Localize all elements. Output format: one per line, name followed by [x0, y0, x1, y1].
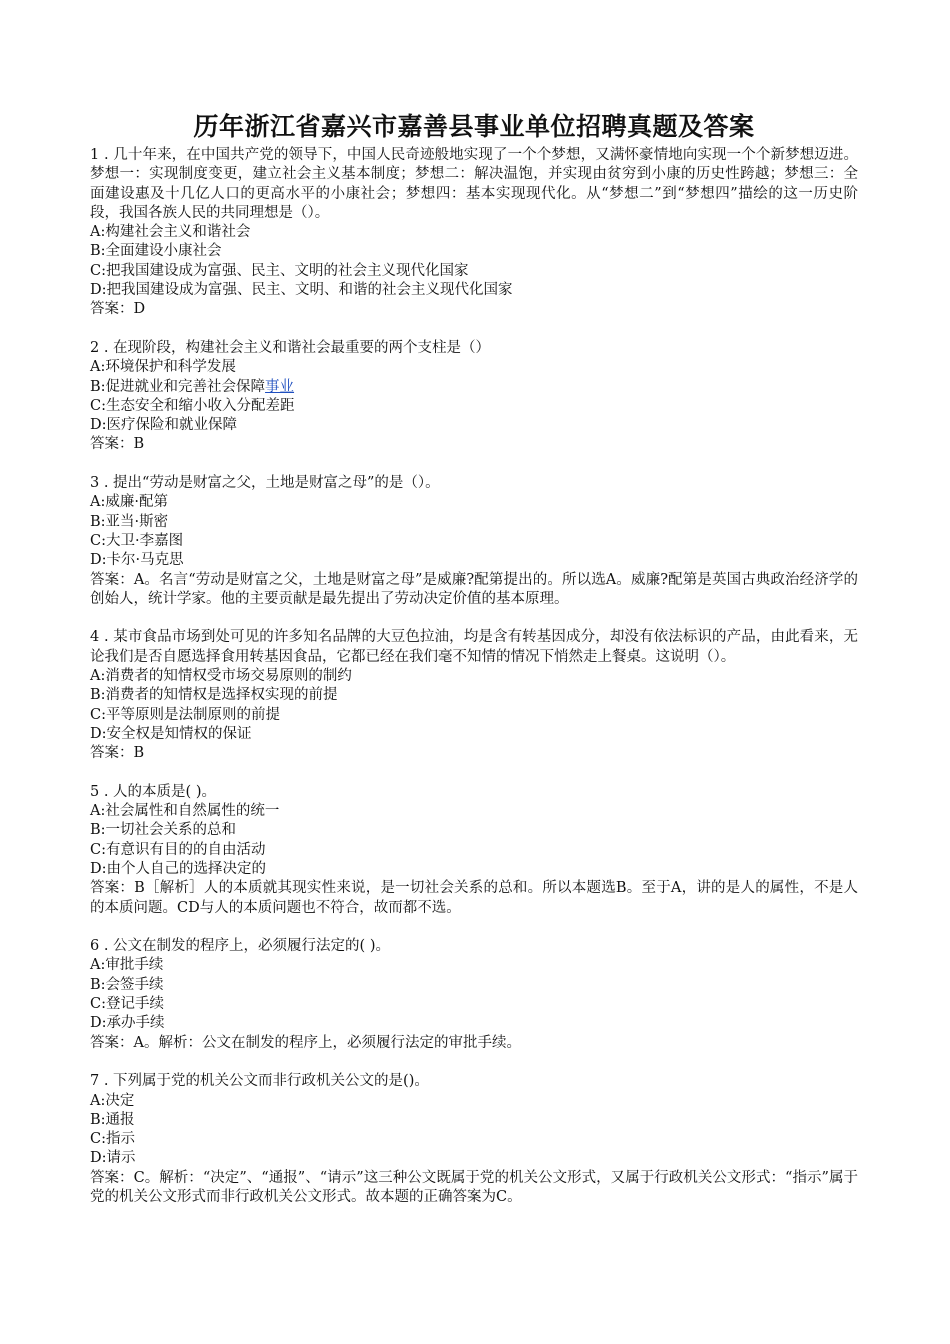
answer-text: 答案：D: [90, 301, 146, 318]
question-stem: 4 . 某市食品市场到处可见的许多知名品牌的大豆色拉油，均是含有转基因成分，却没有依法标识的产品，由此看来，无论我们是否自愿选择食用转基因食品，它都已经在我们毫不知情的情况下悄然走上餐桌。这说明（）。: [90, 629, 858, 665]
answer-text: 答案：A。解析：公文在制发的程序上，必须履行法定的审批手续。: [90, 1034, 521, 1051]
document-title: 历年浙江省嘉兴市嘉善县事业单位招聘真题及答案: [193, 112, 755, 141]
option-c: C:平等原则是法制原则的前提: [90, 706, 280, 723]
option-b: B:消费者的知情权是选择权实现的前提: [90, 687, 338, 704]
option-b: [90, 378, 858, 397]
option-d: D:安全权是知情权的保证: [90, 725, 252, 742]
option-c: C:指示: [90, 1131, 135, 1148]
option-a: A:决定: [90, 1092, 135, 1109]
option-b-link[interactable]: 事业: [265, 378, 295, 395]
option-a: A:审批手续: [90, 957, 164, 974]
question-stem: 7 . 下列属于党的机关公文而非行政机关公文的是()。: [90, 1073, 429, 1090]
question-stem: 5 . 人的本质是( )。: [90, 783, 216, 800]
option-c: C:有意识有目的的自由活动: [90, 841, 266, 858]
option-b: B:全面建设小康社会: [90, 243, 222, 260]
answer-text: 答案：C。解析：“决定”、“通报”、“请示”这三种公文既属于党的机关公文形式，又属于行政机关公文形式：“指示”属于党的机关公文形式而非行政机关公文形式。故本题的正确答案为C。: [90, 1169, 858, 1206]
question-4: [90, 628, 858, 763]
option-d: D:医疗保险和就业保障: [90, 417, 238, 434]
option-b: B:会签手续: [90, 976, 164, 993]
option-c: C:登记手续: [90, 996, 164, 1013]
question-stem: 1 . 几十年来，在中国共产党的领导下，中国人民奇迹般地实现了一个个梦想，又满怀豪情地向实现一个个新梦想迈进。梦想一：实现制度变更，建立社会主义基本制度；梦想二：解决温饱，并实现由贫穷到小康的历史性跨越；梦想三：全面建设惠及十几亿人口的更高水平的小康社会；梦想四：基本实现现代化。从“梦想二”到“梦想四”描绘的这一历史阶段，我国各族人民的共同理想是（）。: [90, 147, 858, 221]
option-a: A:社会属性和自然属性的统一: [90, 803, 280, 820]
question-7: [90, 1072, 858, 1207]
option-d: D:承办手续: [90, 1015, 165, 1032]
question-3: [90, 474, 858, 609]
question-1: [90, 146, 858, 320]
answer-text: 答案：B: [90, 436, 145, 453]
option-d: D:卡尔·马克思: [90, 552, 184, 569]
answer-text: 答案：B［解析］人的本质就其现实性来说，是一切社会关系的总和。所以本题选B。至于A，讲的是人的属性，不是人的本质问题。CD与人的本质问题也不符合，故而都不选。: [90, 880, 858, 916]
option-c: C:大卫·李嘉图: [90, 532, 184, 549]
option-c: C:生态安全和缩小收入分配差距: [90, 397, 295, 414]
question-stem: 3 . 提出“劳动是财富之父，土地是财富之母”的是（）。: [90, 475, 440, 492]
option-c: C:把我国建设成为富强、民主、文明的社会主义现代化国家: [90, 262, 469, 279]
question-list: [90, 146, 858, 1207]
option-d: D:把我国建设成为富强、民主、文明、和谐的社会主义现代化国家: [90, 282, 513, 299]
option-a: A:消费者的知情权受市场交易原则的制约: [90, 668, 352, 685]
option-b: B:通报: [90, 1111, 135, 1128]
option-b-text: B:促进就业和完善社会保障: [90, 378, 266, 395]
option-a: A:构建社会主义和谐社会: [90, 224, 251, 241]
answer-text: 答案：A。名言“劳动是财富之父，土地是财富之母”是威廉?配第提出的。所以选A。威廉?配第是英国古典政治经济学的创始人，统计学家。他的主要贡献是最先提出了劳动决定价值的基本原理。: [90, 571, 858, 607]
option-d: D:由个人自己的选择决定的: [90, 860, 267, 877]
answer-text: 答案：B: [90, 745, 145, 762]
option-d: D:请示: [90, 1150, 136, 1167]
question-stem: 6 . 公文在制发的程序上，必须履行法定的( )。: [90, 938, 390, 955]
option-a: A:环境保护和科学发展: [90, 359, 236, 376]
option-b: B:亚当·斯密: [90, 513, 169, 530]
option-b: B:一切社会关系的总和: [90, 822, 237, 839]
option-a: A:威廉·配第: [90, 494, 168, 511]
question-2: [90, 339, 858, 455]
question-6: [90, 937, 858, 1053]
question-5: [90, 783, 858, 918]
question-stem: 2 . 在现阶段，构建社会主义和谐社会最重要的两个支柱是（）: [90, 339, 491, 356]
